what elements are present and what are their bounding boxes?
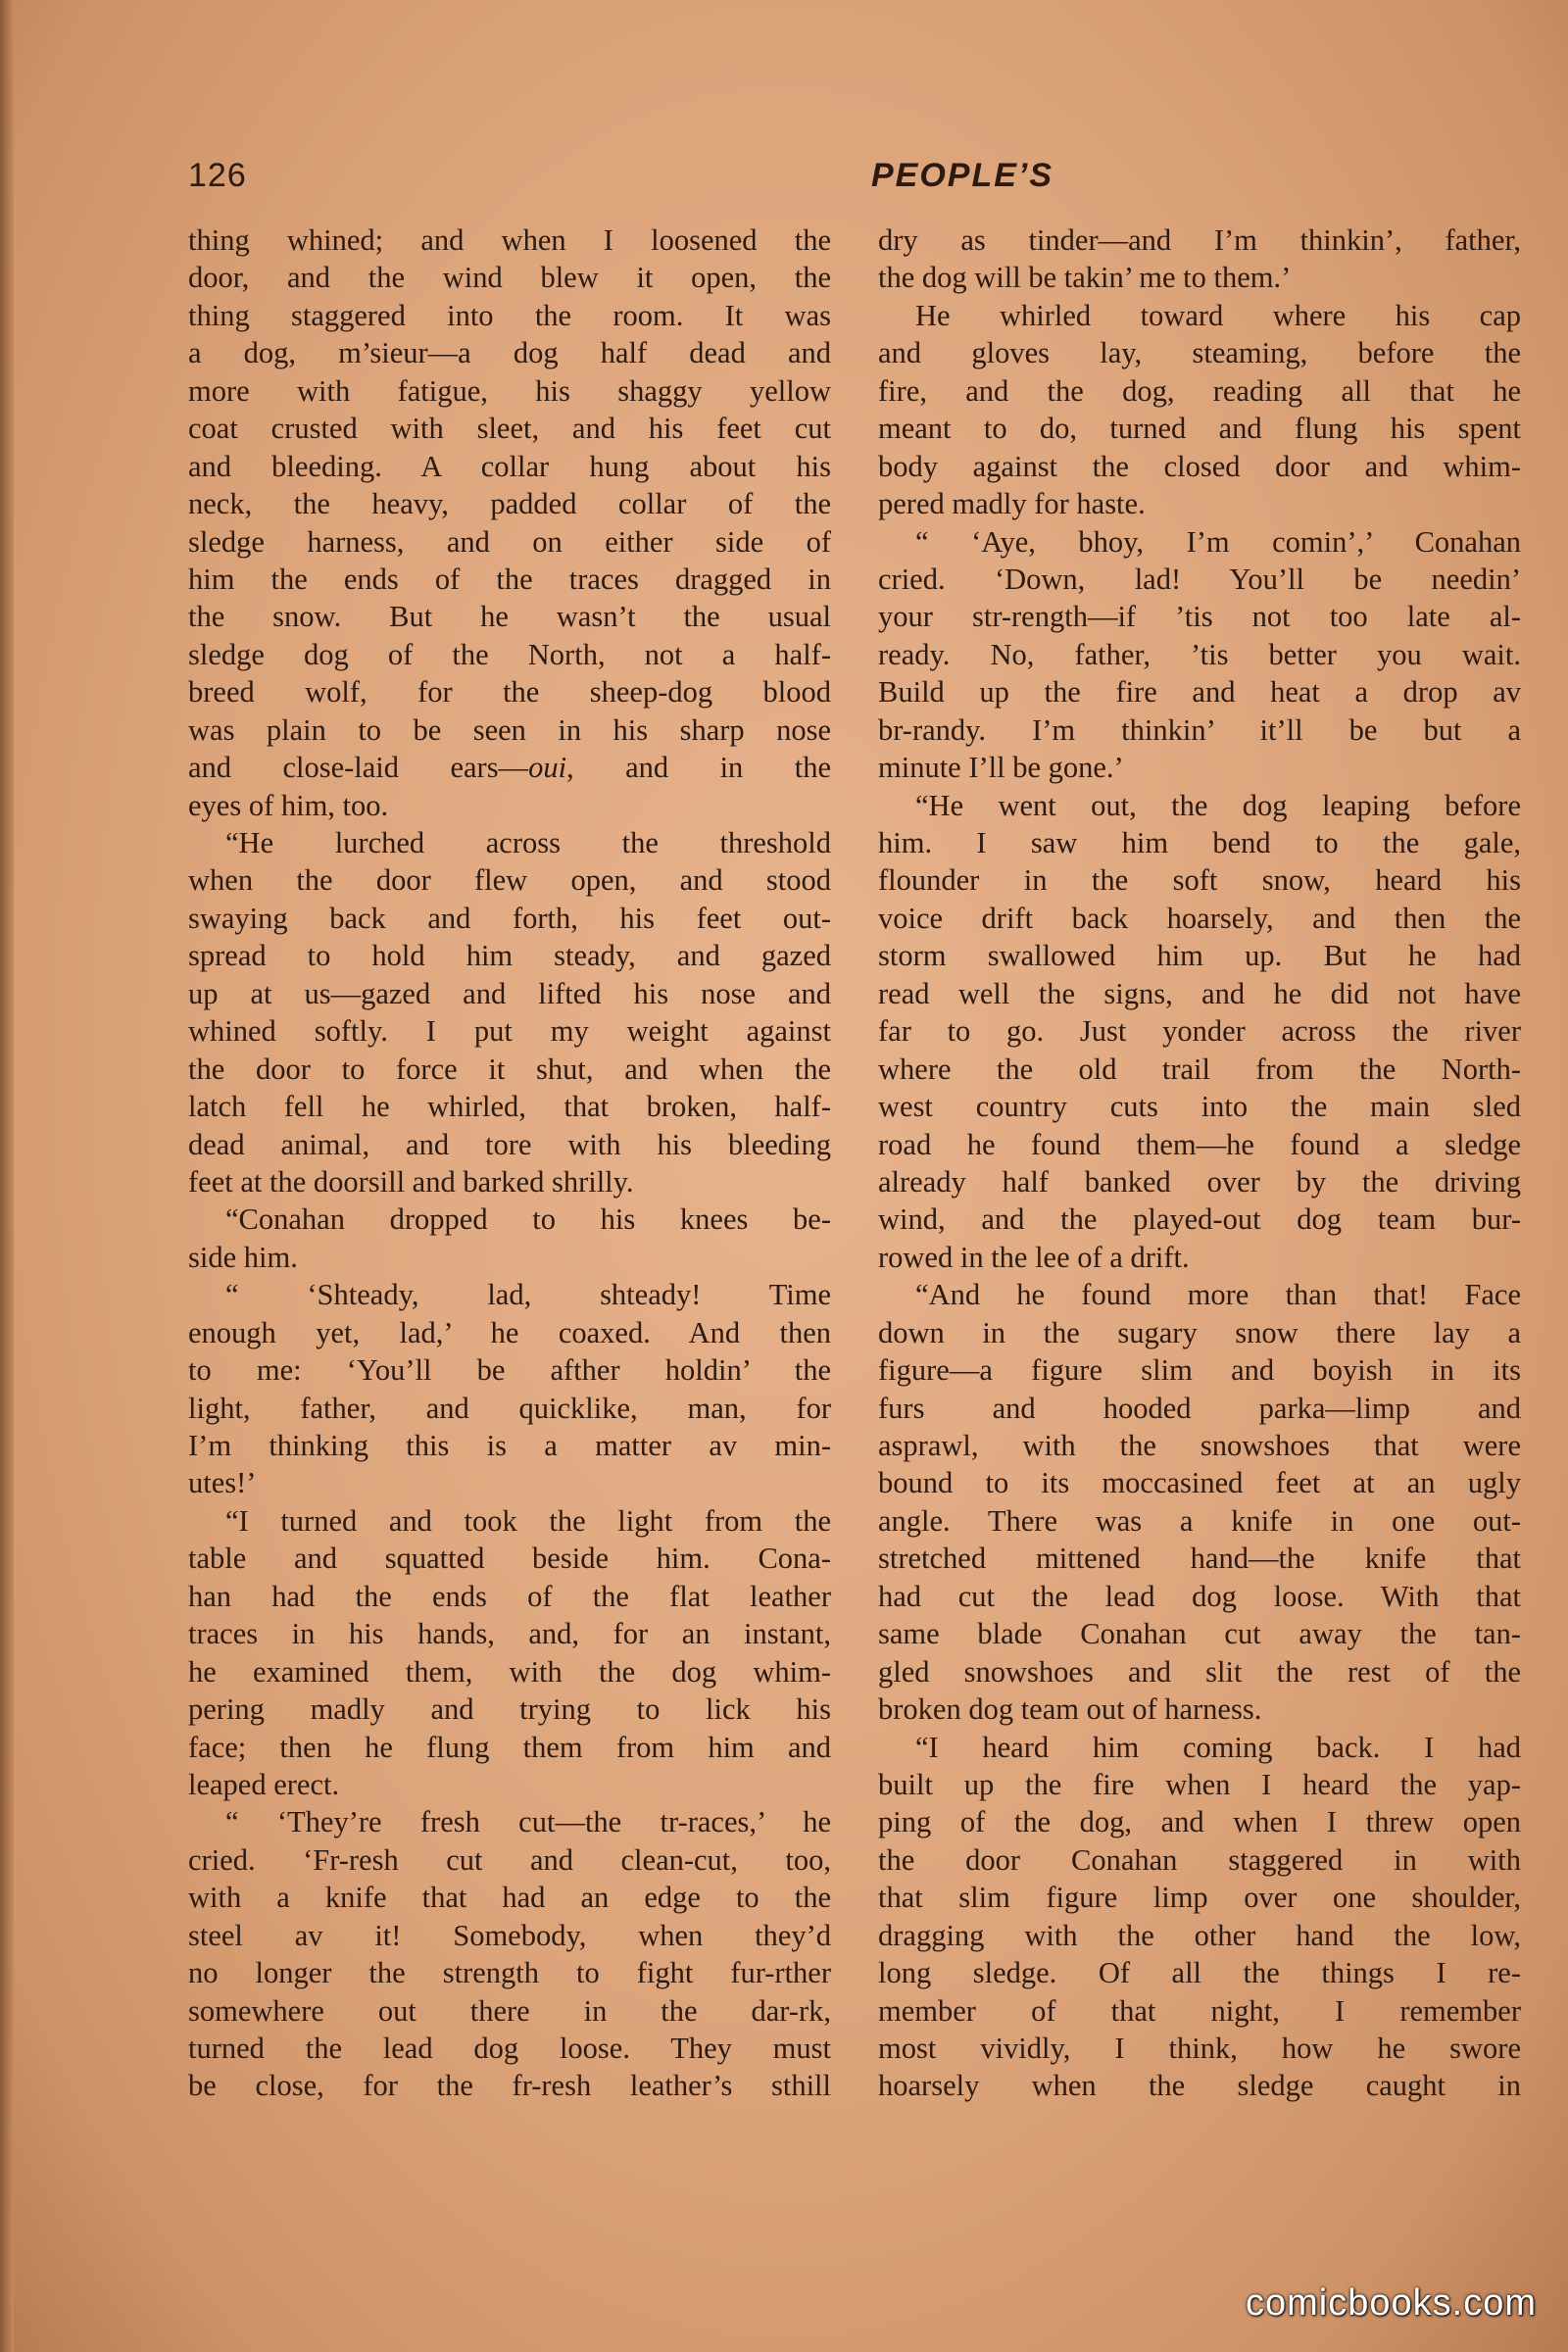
text-line: west country cuts into the main sled: [878, 1090, 1521, 1124]
text-line: swaying back and forth, his feet out-: [188, 901, 831, 935]
text-line: fire, and the dog, reading all that he: [878, 373, 1521, 408]
text-line: cried. ‘Fr-resh cut and clean-cut, too,: [188, 1842, 831, 1877]
text-line: rowed in the lee of a drift.: [878, 1240, 1190, 1274]
text-line: “ ‘They’re fresh cut—the tr-races,’ he: [225, 1805, 831, 1839]
text-line: down in the sugary snow there lay a: [878, 1315, 1521, 1349]
text-line: br-randy. I’m thinkin’ it’ll be but a: [878, 712, 1521, 747]
text-line: and bleeding. A collar hung about his: [188, 449, 831, 483]
text-line: He whirled toward where his cap: [915, 298, 1521, 332]
text-line: member of that night, I remember: [878, 1993, 1521, 2028]
text-line: light, father, and quicklike, man, for: [188, 1391, 831, 1425]
text-line: storm swallowed him up. But he had: [878, 939, 1521, 973]
text-line: “ ‘Shteady, lad, shteady! Time: [225, 1278, 831, 1312]
text-line: voice drift back hoarsely, and then the: [878, 901, 1521, 935]
text-line: figure—a figure slim and boyish in its: [878, 1353, 1521, 1388]
text-line: already half banked over by the driving: [878, 1164, 1521, 1199]
text-line: feet at the doorsill and barked shrilly.: [188, 1164, 634, 1199]
text-line: enough yet, lad,’ he coaxed. And then: [188, 1315, 831, 1349]
text-line: han had the ends of the flat leather: [188, 1579, 831, 1613]
text-line: “I heard him coming back. I had: [915, 1730, 1521, 1764]
text-column-right: [878, 221, 1521, 2105]
text-line: utes!’: [188, 1466, 257, 1500]
text-line: dead animal, and tore with his bleeding: [188, 1127, 831, 1161]
text-line: neck, the heavy, padded collar of the: [188, 487, 831, 521]
text-line: same blade Conahan cut away the tan-: [878, 1617, 1521, 1651]
text-line: to me: ‘You’ll be afther holdin’ the: [188, 1353, 831, 1388]
text-line: gled snowshoes and slit the rest of the: [878, 1654, 1521, 1689]
text-line: stretched mittened hand—the knife that: [878, 1542, 1521, 1576]
text-line: wind, and the played-out dog team bur-: [878, 1202, 1521, 1237]
text-line: “I turned and took the light from the: [225, 1503, 831, 1538]
text-line: read well the signs, and he did not have: [878, 976, 1521, 1010]
text-line: furs and hooded parka—limp and: [878, 1391, 1521, 1425]
text-line: dry as tinder—and I’m thinkin’, father,: [878, 223, 1521, 257]
text-line: thing staggered into the room. It was: [188, 298, 831, 332]
text-line: asprawl, with the snowshoes that were: [878, 1429, 1521, 1462]
text-line: and close-laid ears—oui, and in the: [188, 751, 831, 785]
text-line: angle. There was a knife in one out-: [878, 1503, 1521, 1538]
text-line: breed wolf, for the sheep-dog blood: [188, 675, 831, 710]
text-line: built up the fire when I heard the yap-: [878, 1767, 1521, 1801]
text-line: was plain to be seen in his sharp nose: [188, 712, 831, 747]
text-line: “He lurched across the threshold: [225, 826, 831, 859]
text-line: steel av it! Somebody, when they’d: [188, 1918, 831, 1952]
text-line: bound to its moccasined feet at an ugly: [878, 1466, 1521, 1500]
text-line: flounder in the soft snow, heard his: [878, 863, 1521, 898]
text-line: no longer the strength to fight fur-rther: [188, 1956, 831, 1990]
text-line: he examined them, with the dog whim-: [188, 1654, 831, 1689]
text-line: leaped erect.: [188, 1767, 340, 1801]
text-line: road he found them—he found a sledge: [878, 1127, 1521, 1161]
text-line: up at us—gazed and lifted his nose and: [188, 976, 831, 1010]
watermark: comicbooks.com: [1246, 2282, 1537, 2324]
text-line: with a knife that had an edge to the: [188, 1881, 831, 1915]
text-line: body against the closed door and whim-: [878, 449, 1521, 483]
text-line: “ ‘Aye, bhoy, I’m comin’,’ Conahan: [915, 524, 1521, 559]
text-line: the door to force it shut, and when the: [188, 1052, 831, 1086]
text-line: more with fatigue, his shaggy yellow: [188, 373, 831, 408]
text-line: minute I’ll be gone.’: [878, 751, 1124, 785]
text-line: broken dog team out of harness.: [878, 1692, 1262, 1727]
text-line: hoarsely when the sledge caught in: [878, 2069, 1521, 2103]
text-line: the door Conahan staggered in with: [878, 1842, 1521, 1877]
text-line: dragging with the other hand the low,: [878, 1918, 1521, 1952]
text-line: sledge dog of the North, not a half-: [188, 637, 831, 671]
text-line: thing whined; and when I loosened the: [188, 223, 831, 257]
text-line: that slim figure limp over one shoulder,: [878, 1881, 1521, 1915]
text-line: had cut the lead dog loose. With that: [878, 1579, 1521, 1613]
text-line: cried. ‘Down, lad! You’ll be needin’: [878, 562, 1521, 596]
text-line: “And he found more than that! Face: [915, 1278, 1521, 1312]
text-line: the snow. But he wasn’t the usual: [188, 600, 831, 634]
text-line: “Conahan dropped to his knees be-: [225, 1202, 831, 1237]
running-head: PEOPLE’S: [870, 157, 1054, 194]
text-line: pered madly for haste.: [878, 487, 1146, 521]
text-line: pering madly and trying to lick his: [188, 1692, 831, 1727]
text-line: meant to do, turned and flung his spent: [878, 412, 1521, 446]
text-line: table and squatted beside him. Cona-: [188, 1542, 831, 1576]
text-line: somewhere out there in the dar-rk,: [188, 1993, 831, 2028]
page-header: [188, 157, 1521, 202]
text-line: him the ends of the traces dragged in: [188, 562, 831, 596]
text-line: long sledge. Of all the things I re-: [878, 1956, 1521, 1990]
text-line: your str-rength—if ’tis not too late al-: [878, 600, 1521, 634]
text-line: eyes of him, too.: [188, 788, 389, 822]
text-line: spread to hold him steady, and gazed: [188, 939, 831, 973]
text-line: where the old trail from the North-: [878, 1052, 1521, 1086]
text-line: him. I saw him bend to the gale,: [878, 826, 1521, 859]
text-line: most vividly, I think, how he swore: [878, 2032, 1521, 2065]
text-line: face; then he flung them from him and: [188, 1730, 831, 1764]
text-line: ready. No, father, ’tis better you wait.: [878, 637, 1521, 671]
text-line: Build up the fire and heat a drop av: [878, 675, 1521, 710]
text-line: when the door flew open, and stood: [188, 863, 831, 898]
text-line: I’m thinking this is a matter av min-: [188, 1429, 831, 1462]
text-line: latch fell he whirled, that broken, half-: [188, 1090, 831, 1124]
page-number: 126: [188, 157, 247, 194]
page-edge: [0, 0, 14, 2352]
text-line: traces in his hands, and, for an instant,: [188, 1617, 831, 1651]
text-line: side him.: [188, 1240, 298, 1274]
text-line: whined softly. I put my weight against: [188, 1014, 831, 1049]
text-line: door, and the wind blew it open, the: [188, 261, 831, 295]
text-line: “He went out, the dog leaping before: [915, 788, 1521, 822]
text-line: and gloves lay, steaming, before the: [878, 336, 1521, 370]
text-line: a dog, m’sieur—a dog half dead and: [188, 336, 831, 370]
text-column-left: [188, 221, 831, 2105]
text-line: coat crusted with sleet, and his feet cut: [188, 412, 831, 446]
text-line: the dog will be takin’ me to them.’: [878, 261, 1292, 295]
text-line: sledge harness, and on either side of: [188, 524, 831, 559]
text-line: far to go. Just yonder across the river: [878, 1014, 1521, 1049]
text-line: be close, for the fr-resh leather’s sthill: [188, 2069, 831, 2103]
text-line: turned the lead dog loose. They must: [188, 2032, 831, 2065]
text-line: ping of the dog, and when I threw open: [878, 1805, 1521, 1839]
